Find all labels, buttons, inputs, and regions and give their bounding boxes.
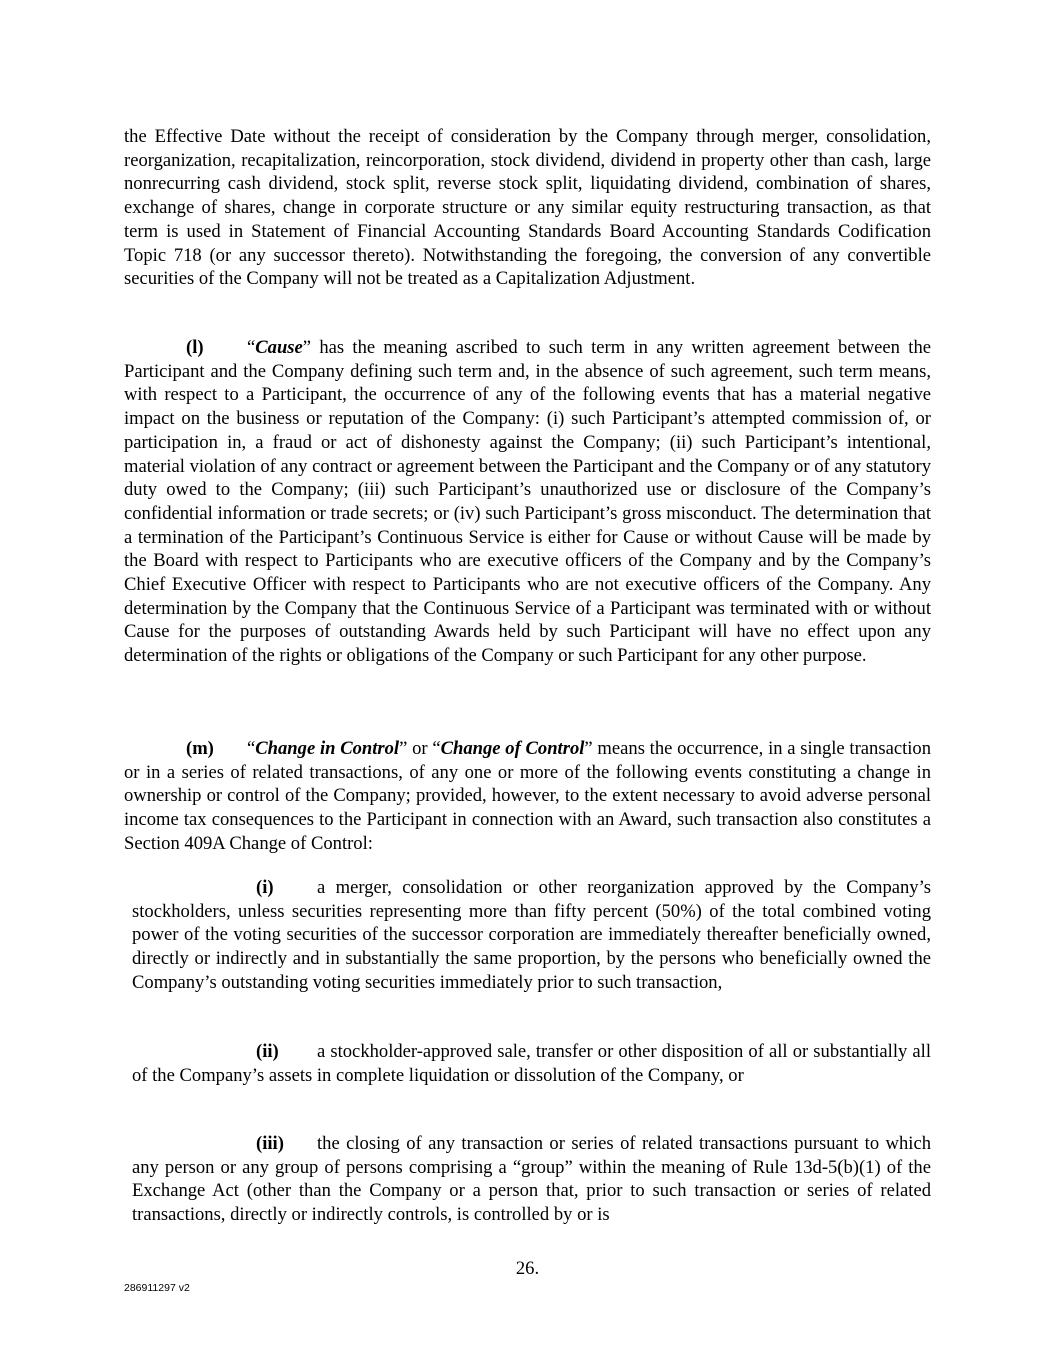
subparagraph-marker: (i): [256, 877, 274, 898]
open-quote: “: [247, 738, 256, 759]
open-quote: “: [247, 337, 256, 358]
subparagraph-ii: [132, 1040, 931, 1087]
subparagraph-marker: (iii): [256, 1133, 284, 1154]
page-number: 26.: [515, 1258, 540, 1279]
definition-text: means the occurrence, in a single transaction or in a series of related transactions, of any one or more of the following events constituting a change in ownership or control of the Company; provided, however, to the extent necessary to avoid adverse personal income tax consequences to the Participant in connection with an Award, such transaction also constitutes a Section 409A Change of Control:: [124, 738, 932, 854]
defined-term: Change of Control: [440, 738, 585, 759]
paragraph-l-cause-definition: [124, 336, 931, 668]
subparagraph-i: [132, 876, 931, 995]
paragraph-m-change-in-control-definition: [124, 737, 931, 856]
defined-term: Change in Control: [255, 738, 400, 759]
document-id: 286911297 v2: [124, 1282, 190, 1294]
between-terms: ” or “: [399, 738, 441, 759]
paragraph-marker: (m): [186, 738, 214, 759]
subparagraph-marker: (ii): [256, 1041, 279, 1062]
subparagraph-text: a stockholder-approved sale, transfer or other disposition of all or substantially all of the Company’s assets in complete liquidation or dissolution of the Company, or: [132, 1041, 931, 1086]
close-quote: ”: [302, 337, 312, 358]
subparagraph-text: a merger, consolidation or other reorganization approved by the Company’s stockholders, unless securities representing more than fifty percent (50%) of the total combined voting power of the voting securities of the successor corporation are immediately thereafter beneficially owned, directly or indirectly and in substantially the same proportion, by the persons who beneficially owned the Company’s outstanding voting securities immediately prior to such transaction,: [132, 877, 931, 993]
subparagraph-iii: [132, 1132, 931, 1227]
paragraph-marker: (l): [186, 337, 204, 358]
subparagraph-text: the closing of any transaction or series of related transactions pursuant to which any person or any group of persons comprising a “group” within the meaning of Rule 13d-5(b)(1) of the Exchange Act (other than the Company or a person that, prior to such transaction or series of related transactions, directly or indirectly controls, is controlled by or is: [132, 1133, 931, 1226]
definition-text: has the meaning ascribed to such term in any written agreement between the Participant and the Company defining such term and, in the absence of such agreement, such term means, with respect to a Participant, the occurrence of any of the following events that has a material negative impact on the business or reputation of the Company: (i) such Participant’s attempted commission of, or participation in, a fraud or act of dishonesty against the Company; (ii) such Participant’s intentional, material violation of any contract or agreement between the Participant and the Company or of any statutory duty owed to the Company; (iii) such Participant’s unauthorized use or disclosure of the Company’s confidential information or trade secrets; or (iv) such Participant’s gross misconduct. The determination that a termination of the Participant’s Continuous Service is either for Cause or without Cause will be made by the Board with respect to Participants who are executive officers of the Company and by the Company’s Chief Executive Officer with respect to Participants who are not executive officers of the Company. Any determination by the Company that the Continuous Service of a Participant was terminated with or without Cause for the purposes of outstanding Awards held by such Participant will have no effect upon any determination of the rights or obligations of the Company or such Participant for any other purpose.: [124, 337, 931, 667]
defined-term: Cause: [255, 337, 303, 358]
close-quote: ”: [584, 738, 593, 759]
paragraph-k-continuation: the Effective Date without the receipt of consideration by the Company through merger, consolidation, reorganization, recapitalization, reincorporation, stock dividend, dividend in property other than cash, large nonrecurring cash dividend, stock split, reverse stock split, liquidating dividend, combination of shares, exchange of shares, change in corporate structure or any similar equity restructuring transaction, as that term is used in Statement of Financial Accounting Standards Board Accounting Standards Codification Topic 718 (or any successor thereto). Notwithstanding the foregoing, the conversion of any convertible securities of the Company will not be treated as a Capitalization Adjustment.: [124, 126, 931, 290]
